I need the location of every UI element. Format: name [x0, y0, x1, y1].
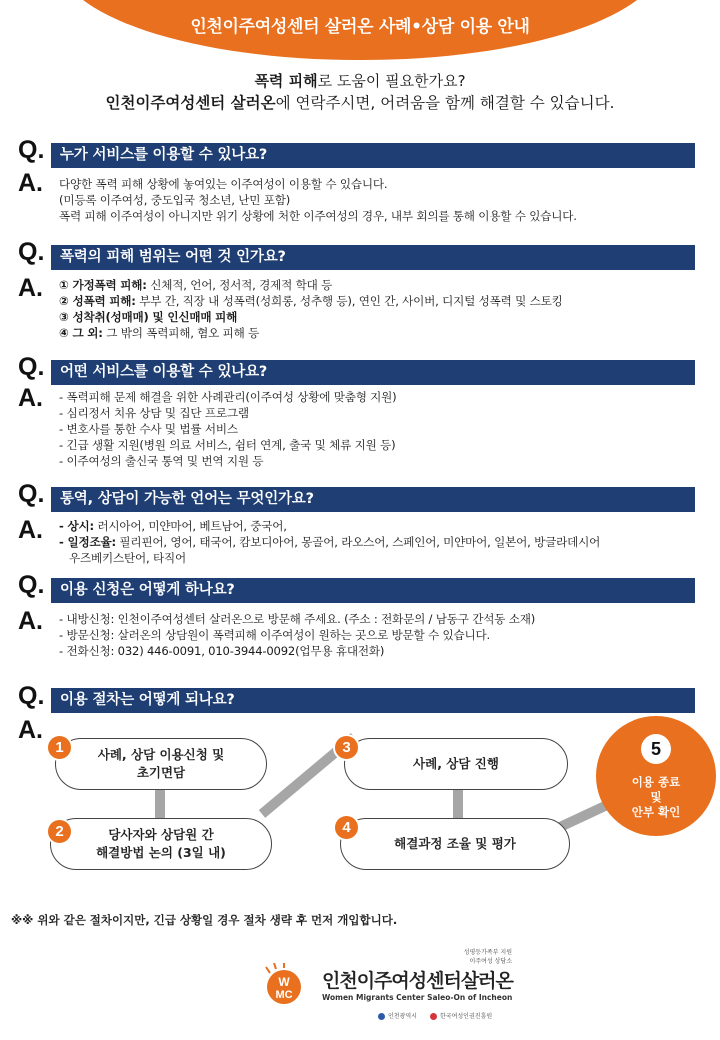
final-step-text: [596, 775, 716, 820]
answer-scope: [59, 277, 563, 341]
question-languages: 통역, 상담이 가능한 언어는 무엇인가요?: [51, 487, 695, 512]
answer-line: - 긴급 생활 지원(병원 의료 서비스, 쉼터 연계, 출국 및 체류 지원 등): [59, 438, 396, 452]
answer-languages: [59, 518, 600, 566]
answer-line: [59, 277, 563, 293]
page-title: 인천이주여성센터 살러온 사례•상담 이용 안내: [190, 17, 530, 37]
partner-institute: [430, 1011, 492, 1020]
intro-line-2-bold: 인천이주여성센터 살러온: [105, 94, 276, 112]
answer-line-bold: - 상시:: [59, 519, 94, 533]
process-step-2: [50, 818, 272, 870]
answer-line-rest: 필리핀어, 영어, 태국어, 캄보디아어, 몽골어, 라오스어, 스페인어, 미얀마어, 일본어, 방글라데시어: [115, 535, 601, 549]
partner-label: 한국여성인권진흥원: [440, 1013, 493, 1020]
step-text: 초기면담: [136, 765, 186, 780]
intro-line-2: [0, 91, 720, 113]
question-who: 누가 서비스를 이용할 수 있나요?: [51, 143, 695, 168]
answer-line-bold: ② 성폭력 피해:: [59, 294, 136, 308]
step-text: 안부 확인: [631, 805, 681, 819]
answer-line-rest: 우즈베키스탄어, 타직어: [69, 551, 186, 565]
answer-line: - 심리정서 치유 상담 및 집단 프로그램: [59, 406, 249, 420]
answer-services: [59, 389, 397, 469]
a-label: A.: [18, 169, 43, 197]
answer-line-bold: ① 가정폭력 피해:: [59, 278, 147, 292]
answer-line-rest: 러시아어, 미얀마어, 베트남어, 중국어,: [93, 519, 287, 533]
answer-line-rest: 부부 간, 직장 내 성폭력(성희롱, 성추행 등), 연인 간, 사이버, 디지털 성폭력 및 스토킹: [135, 294, 563, 308]
incheon-icon: [378, 1013, 385, 1020]
answer-line: [59, 534, 600, 550]
partner-label: 인천광역시: [388, 1013, 417, 1020]
step-number-5: 5: [641, 734, 671, 764]
step-number-2: 2: [46, 818, 73, 845]
question-apply: 이용 신청은 어떻게 하나요?: [51, 578, 695, 603]
center-logo-name: 인천이주여성센터살러온: [322, 970, 513, 992]
answer-line: - 폭력피해 문제 해결을 위한 사례관리(이주여성 상황에 맞춤형 지원): [59, 390, 397, 404]
answer-line: [59, 518, 600, 534]
answer-line-bold: ③ 성착취(성매매) 및 인신매매 피해: [59, 310, 238, 324]
answer-line: - 내방신청: 인천이주여성센터 살러온으로 방문해 주세요. (주소 : 전화문의 / 남동구 간석동 소재): [59, 612, 536, 626]
step-text: 해결과정 조율 및 평가: [394, 836, 516, 851]
answer-line-bold: ④ 그 외:: [59, 326, 103, 340]
answer-line: [59, 325, 563, 341]
answer-line: - 변호사를 통한 수사 및 법률 서비스: [59, 422, 238, 436]
answer-line-rest: 그 밖의 폭력피해, 혐오 피해 등: [102, 326, 260, 340]
process-step-3: [344, 738, 568, 790]
q-label: Q.: [18, 682, 45, 710]
footnote: ※※ 위와 같은 절차이지만, 긴급 상황일 경우 절차 생략 후 먼저 개입합니다.: [11, 913, 398, 927]
answer-line: - 이주여성의 출신국 통역 및 번역 지원 등: [59, 454, 264, 468]
step-number-4: 4: [333, 814, 360, 841]
step-number-3: 3: [333, 734, 360, 761]
q-label: Q.: [18, 571, 45, 599]
answer-line: [59, 550, 600, 566]
svg-text:W: W: [278, 975, 290, 989]
answer-line: - 전화신청: 032) 446-0091, 010-3944-0092(업무용 휴대전화): [59, 644, 385, 658]
process-step-1: [55, 738, 267, 790]
partner-incheon: [378, 1011, 417, 1020]
intro-line-2-rest: 에 연락주시면, 어려움을 함께 해결할 수 있습니다.: [275, 94, 615, 112]
support-line: 이주여성 상담소: [469, 958, 512, 965]
a-label: A.: [18, 716, 43, 744]
step-text: 해결방법 논의 (3일 내): [96, 845, 226, 860]
question-services: 어떤 서비스를 이용할 수 있나요?: [51, 360, 695, 385]
svg-text:MC: MC: [275, 989, 293, 1001]
answer-who: [59, 176, 577, 224]
answer-line-rest: 신체적, 언어, 정서적, 경제적 학대 등: [146, 278, 333, 292]
step-number-1: 1: [46, 734, 73, 761]
step-text: 이용 종료: [631, 775, 681, 789]
process-step-4: [340, 818, 570, 870]
question-scope: 폭력의 피해 범위는 어떤 것 인가요?: [51, 245, 695, 270]
step-text: 사례, 상담 진행: [413, 756, 499, 771]
intro-line-1: [0, 70, 720, 91]
question-procedure: 이용 절차는 어떻게 되나요?: [51, 688, 695, 713]
answer-line: 폭력 피해 이주여성이 아니지만 위기 상황에 처한 이주여성의 경우, 내부 회의를 통해 이용할 수 있습니다.: [59, 209, 577, 223]
answer-line-bold: - 일정조율:: [59, 535, 116, 549]
q-label: Q.: [18, 238, 45, 266]
center-logo-icon: [262, 963, 316, 1007]
answer-line: [59, 293, 563, 309]
support-note: [428, 948, 512, 966]
answer-apply: [59, 611, 535, 659]
a-label: A.: [18, 607, 43, 635]
step-text: 및: [650, 790, 662, 804]
q-label: Q.: [18, 353, 45, 381]
intro-line-1-rest: 로 도움이 필요한가요?: [317, 72, 466, 90]
answer-line: - 방문신청: 살러온의 상담원이 폭력피해 이주여성이 원하는 곳으로 방문할 수 있습니다.: [59, 628, 491, 642]
q-label: Q.: [18, 480, 45, 508]
step-text: 당사자와 상담원 간: [108, 827, 214, 842]
step-text: 사례, 상담 이용신청 및: [97, 747, 225, 762]
a-label: A.: [18, 384, 43, 412]
answer-line: 다양한 폭력 피해 상황에 놓여있는 이주여성이 이용할 수 있습니다.: [59, 177, 388, 191]
institute-icon: [430, 1013, 437, 1020]
answer-line: (미등록 이주여성, 중도입국 청소년, 난민 포함): [59, 193, 291, 207]
center-logo-english: Women Migrants Center Saleo-On of Incheon: [322, 993, 513, 1002]
q-label: Q.: [18, 136, 45, 164]
process-step-5: [596, 716, 716, 836]
answer-line: [59, 309, 563, 325]
intro-line-1-bold: 폭력 피해: [254, 72, 318, 90]
a-label: A.: [18, 516, 43, 544]
support-line: 성평등가족부 지원: [463, 949, 512, 956]
a-label: A.: [18, 274, 43, 302]
